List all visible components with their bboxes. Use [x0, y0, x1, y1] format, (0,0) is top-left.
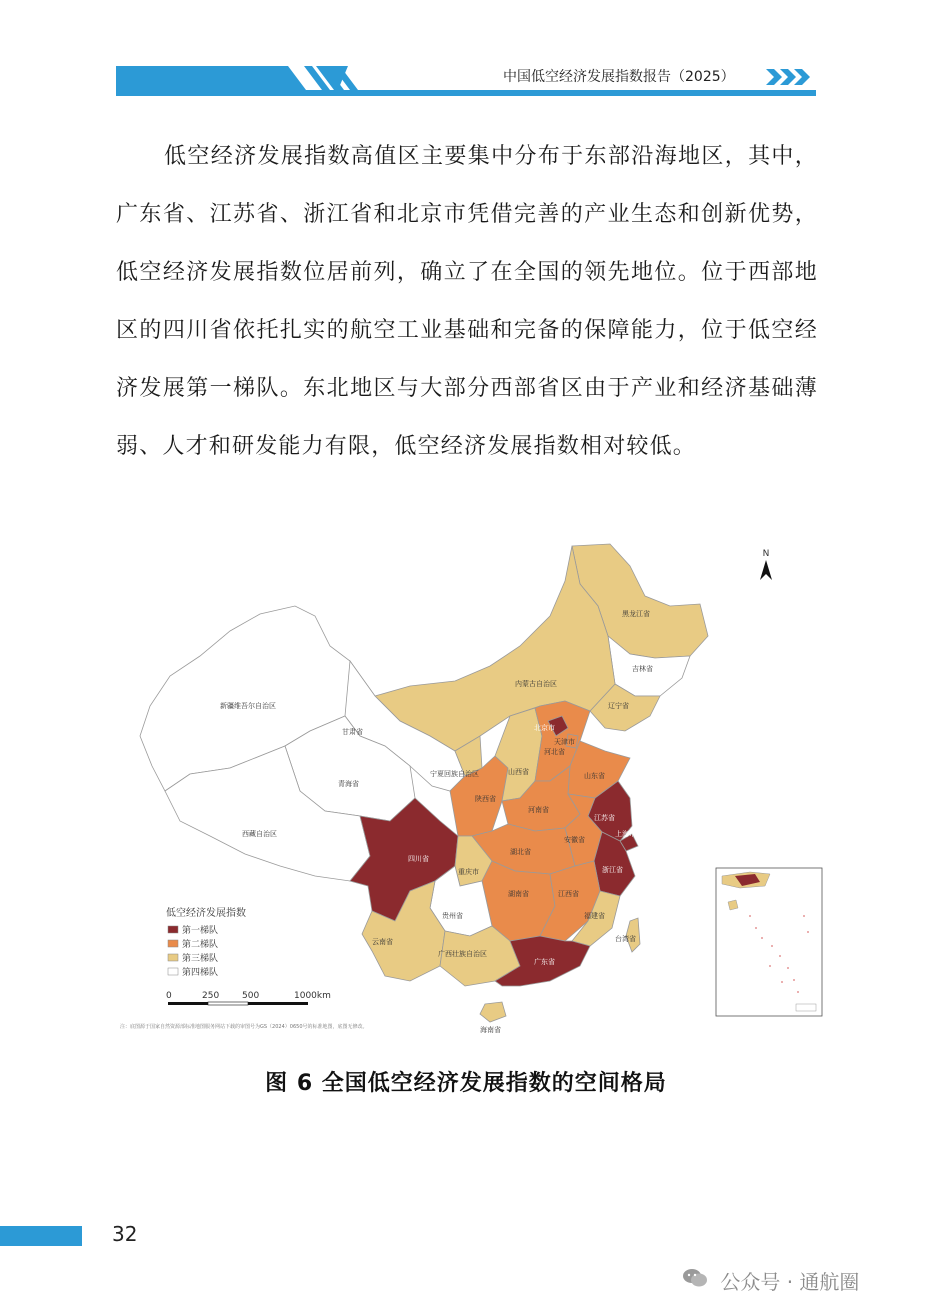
north-label: N: [762, 549, 770, 559]
label-neimenggu: 内蒙古自治区: [515, 680, 557, 688]
label-guangdong: 广东省: [534, 958, 555, 966]
label-hebei: 河北省: [544, 748, 565, 756]
label-jilin: 吉林省: [632, 665, 653, 673]
label-shaanxi: 陕西省: [475, 795, 496, 803]
page-number: 32: [112, 1222, 138, 1246]
legend-item-3: 第三梯队: [182, 954, 219, 964]
label-heilongjiang: 黑龙江省: [622, 610, 650, 618]
scale-tick-500: 500: [242, 991, 260, 1001]
legend-title: 低空经济发展指数: [166, 908, 246, 919]
legend-item-4: 第四梯队: [182, 968, 219, 978]
label-guangxi: 广西壮族自治区: [438, 950, 487, 958]
map-note: 注：底图源于国家自然资源部标准地图服务网站下载的审图号为GS（2024）0650号的标准地图，底图无修改。: [120, 1024, 368, 1030]
south-china-sea-inset: [716, 868, 822, 1016]
scale-tick-0: 0: [166, 991, 172, 1001]
figure-caption: 图 6 全国低空经济发展指数的空间格局: [265, 1071, 667, 1096]
label-anhui: 安徽省: [564, 836, 585, 844]
label-jiangsu: 江苏省: [594, 814, 615, 822]
north-arrow-icon: [760, 549, 772, 580]
wechat-icon: [682, 1267, 708, 1294]
paragraph-text: 低空经济发展指数高值区主要集中分布于东部沿海地区，其中，广东省、江苏省、浙江省和北京市凭借完善的产业生态和创新优势，低空经济发展指数位居前列，确立了在全国的领先地位。位于西部地区的四川省依托扎实的航空工业基础和完备的保障能力，位于低空经济发展第一梯队。东北地区与大部分西部省区由于产业和经济基础薄弱、人才和研发能力有限，低空经济发展指数相对较低。: [116, 144, 818, 459]
label-beijing: 北京市: [534, 724, 555, 732]
label-qinghai: 青海省: [338, 780, 359, 788]
legend-item-2: 第二梯队: [182, 940, 219, 950]
scale-bar: [166, 991, 331, 1005]
chevron-right-icon: [766, 67, 816, 91]
label-hainan: 海南省: [480, 1026, 501, 1034]
label-ningxia: 宁夏回族自治区: [430, 770, 479, 778]
label-yunnan: 云南省: [372, 938, 393, 946]
header-title: 中国低空经济发展指数报告（2025）: [503, 69, 735, 85]
label-sichuan: 四川省: [408, 855, 429, 863]
label-hubei: 湖北省: [510, 848, 531, 856]
label-liaoning: 辽宁省: [608, 702, 629, 710]
label-zhejiang: 浙江省: [602, 866, 623, 874]
label-shanxi: 山西省: [508, 768, 529, 776]
label-xizang: 西藏自治区: [242, 830, 277, 838]
legend-swatch-1: [168, 926, 178, 933]
province-hainan: [480, 1002, 506, 1022]
body-paragraph: [116, 128, 818, 476]
legend-item-1: 第一梯队: [182, 926, 219, 936]
legend-swatch-2: [168, 940, 178, 947]
label-xinjiang: 新疆维吾尔自治区: [220, 702, 276, 710]
label-henan: 河南省: [528, 806, 549, 814]
footer-band: [0, 1226, 82, 1246]
legend-swatch-3: [168, 954, 178, 961]
legend-swatch-4: [168, 968, 178, 975]
label-tianjin: 天津市: [554, 738, 575, 746]
watermark: [682, 1266, 859, 1294]
label-chongqing: 重庆市: [458, 868, 479, 876]
scale-tick-250: 250: [202, 991, 220, 1001]
label-jiangxi: 江西省: [558, 890, 579, 898]
map-legend: [166, 906, 246, 978]
china-map-figure: [110, 536, 830, 1036]
label-shanghai: 上海市: [615, 830, 636, 838]
label-guizhou: 贵州省: [442, 912, 463, 920]
label-fujian: 福建省: [584, 912, 605, 920]
label-gansu: 甘肃省: [342, 728, 363, 736]
scale-tick-1000: 1000km: [294, 991, 331, 1001]
label-taiwan: 台湾省: [615, 935, 636, 943]
label-shandong: 山东省: [584, 772, 605, 780]
watermark-text: 公众号 · 通航圈: [720, 1270, 860, 1294]
label-hunan: 湖南省: [508, 890, 529, 898]
